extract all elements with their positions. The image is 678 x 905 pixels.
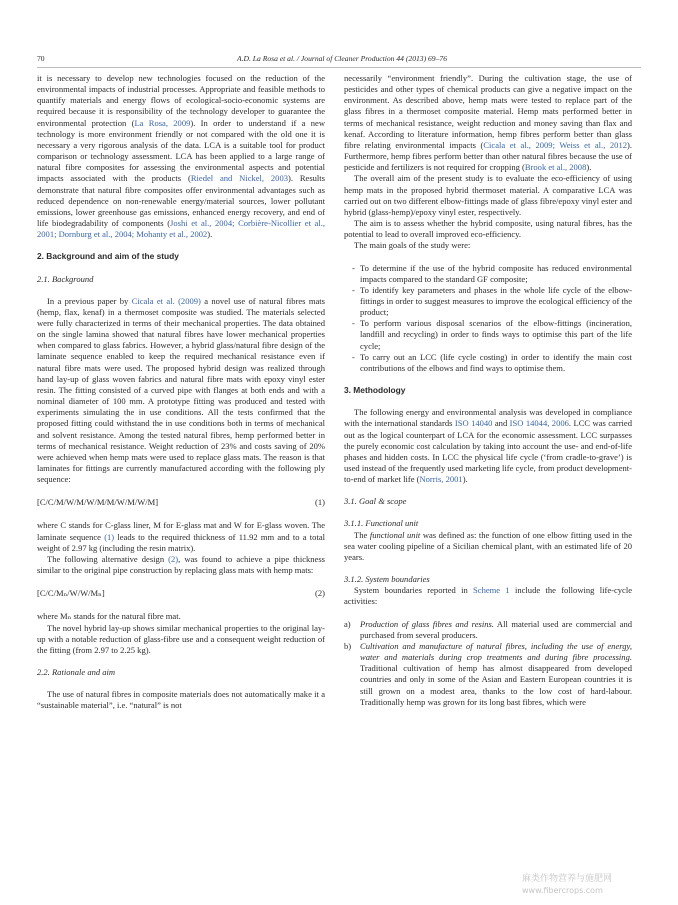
watermark-url: www.fibercrops.com xyxy=(522,886,603,895)
page-number: 70 xyxy=(37,54,45,63)
rationale-paragraph: The use of natural fibres in composite materials does not automatically make it a “sustainable material”, i.e. “natural” is not xyxy=(37,689,325,711)
standard-link[interactable]: ISO 14044, 2006 xyxy=(509,418,569,429)
citation-link[interactable]: Norris, 2001 xyxy=(419,474,463,485)
background-paragraph: In a previous paper by Cicala et al. (2009) a novel use of natural fibres mats (hemp, flax, kenaf) in a thermoset composite was studied. The materials selected were fully characterized in terms of their mechanical properties. The data obtained on the single lamina showed that natural fibres have lower mechanical properties when compared to glass fabrics. However, a hybrid glass/natural fibre design of the laminate sequence enabled to keep the required mechanical resistance even if natural fibre mats were used. The proposed hybrid design was realized through hand lay-up of glass woven fabrics and natural fibre mats with epoxy vinyl ester resin. The fitting consisted of a curved pipe with flanges at both ends and with a nominal diameter of 100 mm. A prototype fitting was produced and tested with experiments simulating the in use conditions. All the tests confirmed that the proposed fitting could withstand the in use conditions both in terms of mechanical and solvent resistance. Among the tested natural fibres, hemp performed better in terms of mechanical resistance. Weight reduction of 23% and costs saving of 20% were achieved when hemp mats were used to replace glass mats. The reason is that laminates for fittings are currently manufactured according with the following ply sequence: xyxy=(37,295,326,485)
watermark xyxy=(522,874,672,896)
hybrid-layup-paragraph: The novel hybrid lay-up shows similar mechanical properties to the original lay-up with a notable reduction of glass-fibre use and a consequent weight reduction of the fitting (from 2.97 to 2.25 kg). xyxy=(37,622,325,655)
list-item: a) Production of glass fibres and resins. All material used are commercial and purchased from several producers. xyxy=(344,618,632,640)
laminate-paragraph: where C stands for C-glass liner, M for E-glass mat and W for E-glass woven. The laminate sequence (1) leads to the required thickness of 11.92 mm and to a total weight of 2.97 kg (including the resin matrix). xyxy=(37,520,325,553)
citation-link[interactable]: Joshi et al., 2004; Corbière-Nicollier et al., 2001; Dornburg et al., 2004; Mohanty et al., 2002 xyxy=(37,218,325,240)
equation-link[interactable]: (1) xyxy=(104,531,115,542)
subsection-heading-3-1-2: 3.1.2. System boundaries xyxy=(344,574,430,585)
subsection-heading-3-1: 3.1. Goal & scope xyxy=(344,496,407,507)
scheme-link[interactable]: Scheme 1 xyxy=(473,585,510,596)
intro-paragraph: it is necessary to develop new technologies focused on the reduction of the environmental impacts of industrial processes. Appropriate and feasible methods to quantify materials and energy flows of ecological-socio-economic systems are required because it is responsibility of the technology developer to guarantee the environmental protection (La Rosa, 2009). In order to understand if a new technology is more environment friendly or not compared with the old one it is necessary a very rigorous analysis of the data. LCA is a suitable tool for product comparison or technology assessment. LCA has been applied to a large range of natural fibre composites for assessing the environmental aspects and potential impacts associated with the products (Riedel and Nickel, 2003). Results demonstrate that natural fibre composites offer environmental advantages such as reduced dependence on non-renewable energy/material sources, lower pollutant emissions, lower greenhouse gas emissions, enhanced energy recovery, and end of life biodegradability of components (Joshi et al., 2004; Corbière-Nicollier et al., 2001; Dornburg et al., 2004; Mohanty et al., 2002). xyxy=(37,73,326,240)
rationale-continued: necessarily “environment friendly”. During the cultivation stage, the use of pesticides and other types of chemical products can give a negative impact on the environment. As described above, hemp mats were tested to replace part of the glass fibres in a thermoset composite material. Hemp mats performed better in terms of mechanical resistance, weight reduction and money saving than flax and kenaf. According to literature information, hemp fibres perform better than glass fibre relating environmental impacts (Cicala et al., 2009; Weiss et al., 2012). Furthermore, hemp fibres perform better than other natural fibres because the use of pesticide and fertilizers is not required for cropping (Brook et al., 2008). xyxy=(344,73,632,173)
subsection-heading-2-2: 2.2. Rationale and aim xyxy=(37,667,116,678)
subsection-heading-3-1-1: 3.1.1. Functional unit xyxy=(344,518,419,529)
equation-link[interactable]: (2) xyxy=(168,553,179,564)
methodology-paragraph: The following energy and environmental analysis was developed in compliance with the international standards ISO 14040 and ISO 14044, 2006. LCC was carried out as the logical counterpart of LCA for the economic assessment. LCC surpasses the purely economic cost calculation by taking into account the use- and end-of-life phases and hidden costs. In LCC the physical life cycle (‘from cradle-to-grave’) is used instead of the frequently used marketing life cycle, from product development-to-end of market life (Norris, 2001). xyxy=(344,407,632,485)
goals-list xyxy=(344,263,632,375)
activities-list xyxy=(344,619,632,708)
right-column xyxy=(344,73,632,708)
section-heading-3: 3. Methodology xyxy=(344,385,406,396)
aim-paragraph: The overall aim of the present study is to evaluate the eco-efficiency of using hemp mats in the proposed hybrid thermoset material. A comparative LCA was carried out on two different elbow-fittings made of glass fibre/epoxy vinyl ester and hybrid (glass-hemp)/epoxy vinyl ester, respectively. xyxy=(344,173,632,217)
citation-link[interactable]: La Rosa, 2009 xyxy=(134,117,191,128)
natural-mat-note: where Mₙ stands for the natural fibre mat. xyxy=(37,611,181,622)
list-item: b) Cultivation and manufacture of natural fibres, including the use of energy, water and materials during crop treatments and during fibre processing. Traditional cultivation of hemp has almost disappeared from developed countries and only in some of the Asian and Eastern European countries it is still grown on a modest area, thanks to the low cost of hard-labour. Traditionally hemp was grown for its long bast fibres, which were xyxy=(344,640,632,707)
functional-unit-paragraph: The functional unit was defined as: the function of one elbow fitting used in the sea water cooling pipeline of a Sicilian chemical plant, with an estimated life of 20 years. xyxy=(344,529,632,562)
standard-link[interactable]: ISO 14040 xyxy=(454,418,493,429)
list-item: - To perform various disposal scenarios of the elbow-fittings (incineration, landfill and recycling) in order to finds ways to optimise this part of the life cycle; xyxy=(352,318,632,351)
citation-link[interactable]: Cicala et al. (2009) xyxy=(131,295,201,306)
alternative-design-paragraph: The following alternative design (2), was found to achieve a pipe thickness similar to the original pipe construction by replacing glass mats with hemp mats: xyxy=(37,553,325,576)
list-item: - To identify key parameters and phases in the whole life cycle of the elbow-fittings in order to suggest measures to improve the ecological efficiency of the product; xyxy=(352,284,632,318)
citation-link[interactable]: Riedel and Nickel, 2003 xyxy=(190,173,289,184)
header-rule xyxy=(37,67,641,68)
section-heading-2: 2. Background and aim of the study xyxy=(37,251,179,262)
citation-link[interactable]: Cicala et al., 2009; Weiss et al., 2012 xyxy=(483,139,627,150)
journal-citation: A.D. La Rosa et al. / Journal of Cleaner Production 44 (2013) 69–76 xyxy=(236,54,447,63)
watermark-title: 麻类作物营养与施肥网 xyxy=(522,874,613,884)
equation-2: [C/C/Mₙ/W/W/Mₙ] (2) xyxy=(37,588,325,599)
system-boundaries-paragraph: System boundaries reported in Scheme 1 include the following life-cycle activities: xyxy=(344,585,632,607)
equation-1: [C/C/M/W/M/W/M/M/W/M/W/M] (1) xyxy=(37,497,325,508)
citation-link[interactable]: Brook et al., 2008 xyxy=(524,162,587,173)
assessment-paragraph: The aim is to assess whether the hybrid composite, using natural fibres, has the potential to lead to overall improved eco-efficiency. xyxy=(344,218,632,240)
left-column xyxy=(37,73,325,712)
running-header xyxy=(37,54,641,68)
list-item: - To carry out an LCC (life cycle costing) in order to identify the main cost contributions of the elbows and find ways to optimise them. xyxy=(352,351,632,373)
goals-intro: The main goals of the study were: xyxy=(354,240,471,251)
list-item: - To determine if the use of the hybrid composite has reduced environmental impacts compared to the standard GF composite; xyxy=(352,262,632,284)
subsection-heading-2-1: 2.1. Background xyxy=(37,273,94,284)
